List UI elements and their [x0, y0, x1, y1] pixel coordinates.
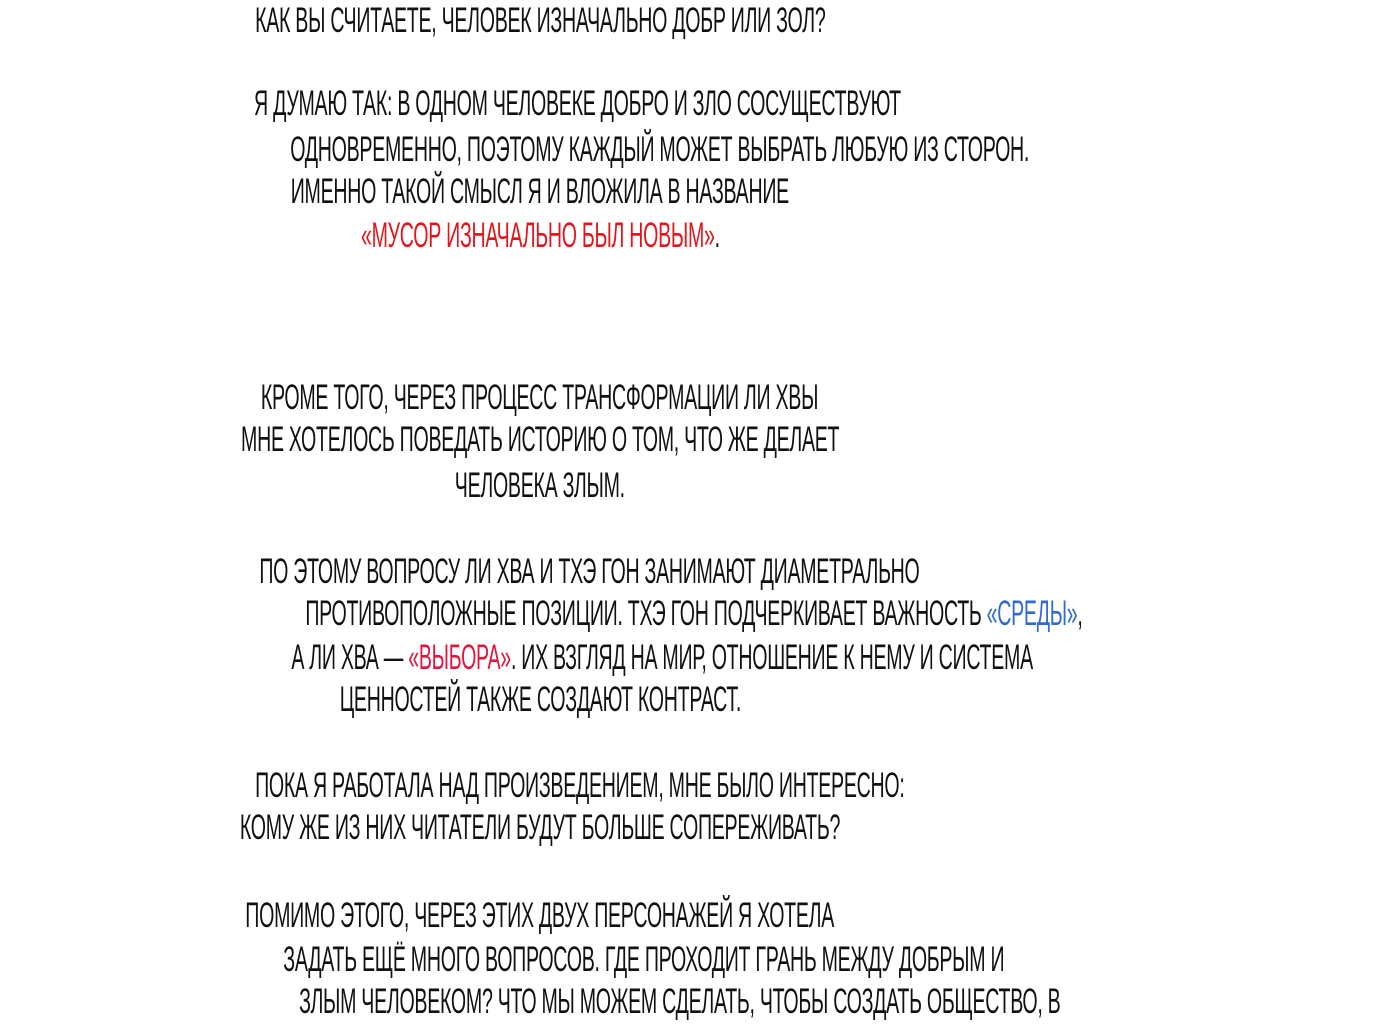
text-line: КАК ВЫ СЧИТАЕТЕ, ЧЕЛОВЕК ИЗНАЧАЛЬНО ДОБР ИЛИ ЗОЛ?	[254, 1, 826, 40]
text-line: «МУСОР ИЗНАЧАЛЬНО БЫЛ НОВЫМ».	[360, 216, 720, 255]
text-line: Я ДУМАЮ ТАК: В ОДНОМ ЧЕЛОВЕКЕ ДОБРО И ЗЛО СОСУЩЕСТВУЮТ	[254, 84, 901, 123]
text-line: ПОКА Я РАБОТАЛА НАД ПРОИЗВЕДЕНИЕМ, МНЕ БЫЛО ИНТЕРЕСНО:	[255, 766, 905, 805]
text-line: МНЕ ХОТЕЛОСЬ ПОВЕДАТЬ ИСТОРИЮ О ТОМ, ЧТО ЖЕ ДЕЛАЕТ	[240, 420, 840, 459]
text-line: А ЛИ ХВА — «ВЫБОРА». ИХ ВЗГЛЯД НА МИР, ОТНОШЕНИЕ К НЕМУ И СИСТЕМА	[291, 638, 1033, 677]
highlight-vybora: «ВЫБОРА»	[408, 638, 511, 677]
title-highlight: «МУСОР ИЗНАЧАЛЬНО БЫЛ НОВЫМ»	[360, 216, 715, 255]
text-line: ПОМИМО ЭТОГО, ЧЕРЕЗ ЭТИХ ДВУХ ПЕРСОНАЖЕЙ Я ХОТЕЛА	[245, 896, 835, 935]
text-line: КРОМЕ ТОГО, ЧЕРЕЗ ПРОЦЕСС ТРАНСФОРМАЦИИ ЛИ ХВЫ	[261, 378, 819, 417]
text-line: ОДНОВРЕМЕННО, ПОЭТОМУ КАЖДЫЙ МОЖЕТ ВЫБРАТЬ ЛЮБУЮ ИЗ СТОРОН.	[290, 130, 1030, 169]
text-line: ЗАДАТЬ ЕЩЁ МНОГО ВОПРОСОВ. ГДЕ ПРОХОДИТ ГРАНЬ МЕЖДУ ДОБРЫМ И	[283, 940, 1005, 979]
text-line: ПО ЭТОМУ ВОПРОСУ ЛИ ХВА И ТХЭ ГОН ЗАНИМАЮТ ДИАМЕТРАЛЬНО	[259, 552, 920, 591]
highlight-sreda: «СРЕДЫ»	[986, 594, 1078, 633]
text-line: ЗЛЫМ ЧЕЛОВЕКОМ? ЧТО МЫ МОЖЕМ СДЕЛАТЬ, ЧТОБЫ СОЗДАТЬ ОБЩЕСТВО, В	[299, 982, 1061, 1021]
text-line: КОМУ ЖЕ ИЗ НИХ ЧИТАТЕЛИ БУДУТ БОЛЬШЕ СОПЕРЕЖИВАТЬ?	[239, 808, 841, 847]
text-line: ПРОТИВОПОЛОЖНЫЕ ПОЗИЦИИ. ТХЭ ГОН ПОДЧЕРКИВАЕТ ВАЖНОСТЬ «СРЕДЫ»,	[305, 594, 1083, 633]
text-line: ЧЕЛОВЕКА ЗЛЫМ.	[454, 466, 626, 505]
text-line: ЦЕННОСТЕЙ ТАКЖЕ СОЗДАЮТ КОНТРАСТ.	[339, 680, 741, 719]
text-line: ИМЕННО ТАКОЙ СМЫСЛ Я И ВЛОЖИЛА В НАЗВАНИЕ	[290, 172, 790, 211]
